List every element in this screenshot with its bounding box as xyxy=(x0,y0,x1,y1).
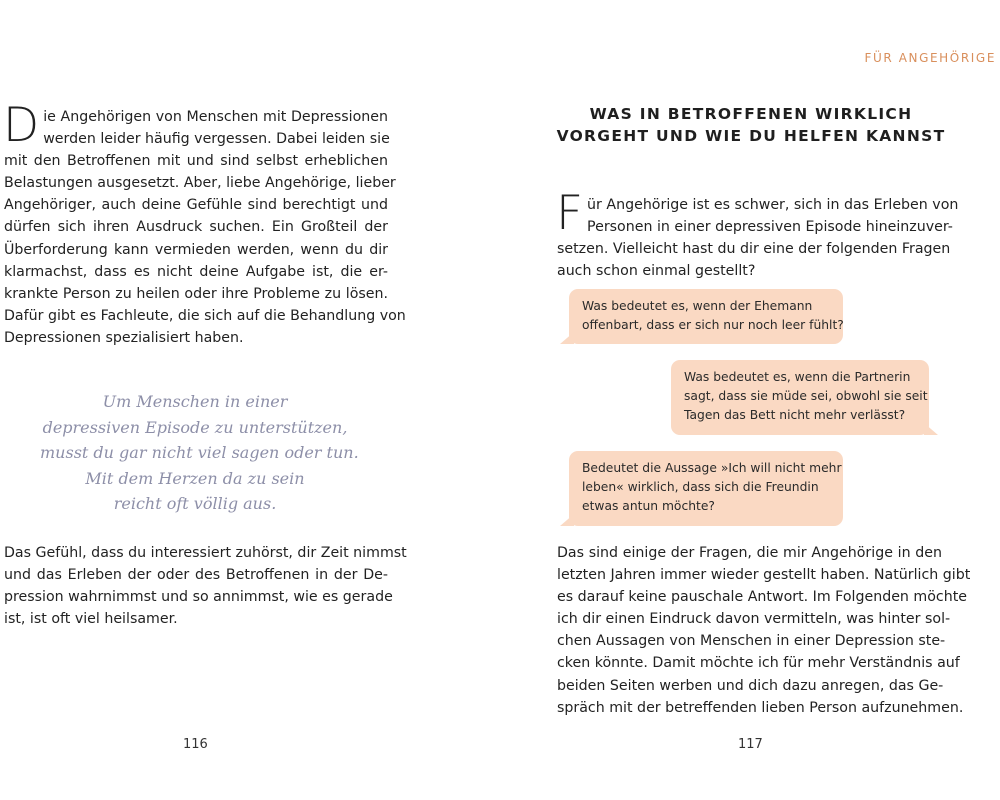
quote-line: reicht oft völlig aus. xyxy=(113,494,277,513)
text-line: pression wahrnimmst und so annimmst, wie es gerade xyxy=(4,589,393,606)
text-line: ist, ist oft viel heilsamer. xyxy=(4,611,178,628)
pull-quote xyxy=(40,389,359,517)
heading-line: VORGEHT UND WIE DU HELFEN KANNST xyxy=(556,127,946,145)
text-line: ür Angehörige ist es schwer, sich in das Erleben von xyxy=(587,197,959,213)
text-line: auch schon einmal gestellt? xyxy=(557,263,756,280)
text-line: ich dir einen Eindruck davon vermitteln, was hinter sol- xyxy=(557,611,951,628)
left-intro-paragraph xyxy=(3,98,406,349)
quote-line: musst du gar nicht viel sagen oder tun. xyxy=(40,443,359,462)
text-line: ie Angehörigen von Menschen mit Depressionen xyxy=(43,109,388,125)
text-line: werden leider häufig vergessen. Dabei leiden sie xyxy=(43,131,390,148)
text-line: setzen. Vielleicht hast du dir eine der folgenden Fragen xyxy=(557,241,951,258)
right-intro-paragraph xyxy=(556,186,959,282)
text-line: Personen in einer depressiven Episode hineinzuver- xyxy=(587,219,953,236)
dropcap-f: F xyxy=(556,186,584,241)
text-line: beiden Seiten werben und dich dazu anregen, das Ge- xyxy=(557,677,944,694)
bubble-line: Was bedeutet es, wenn die Partnerin xyxy=(684,370,911,384)
question-bubble xyxy=(569,451,843,526)
text-line: dürfen sich ihren Ausdruck suchen. Ein Großteil der xyxy=(4,219,388,236)
right-closing-paragraph xyxy=(557,542,971,719)
question-bubble xyxy=(569,289,843,344)
text-line: mit den Betroffenen mit und sind selbst erheblichen xyxy=(4,153,388,170)
quote-line: Mit dem Herzen da zu sein xyxy=(85,468,305,488)
text-line: und das Erleben der oder des Betroffenen in der De- xyxy=(4,567,388,584)
text-line: es darauf keine pauschale Antwort. Im Folgenden möchte xyxy=(557,589,968,606)
quote-line: Um Menschen in einer xyxy=(102,392,288,411)
text-line: cken könnte. Damit möchte ich für mehr Verständnis auf xyxy=(557,655,960,672)
text-line: Dafür gibt es Fachleute, die sich auf die Behandlung von xyxy=(4,307,406,324)
section-heading xyxy=(530,103,972,147)
bubble-line: offenbart, dass er sich nur noch leer fühlt? xyxy=(582,318,844,332)
bubble-line: Tagen das Bett nicht mehr verlässt? xyxy=(684,408,906,422)
page-number-right: 117 xyxy=(738,737,763,752)
text-line: klarmachst, dass es nicht deine Aufgabe ist, die er- xyxy=(4,263,388,280)
page-number-left: 116 xyxy=(183,737,208,752)
text-line: Angehöriger, auch deine Gefühle sind berechtigt und xyxy=(4,197,388,214)
heading-line: WAS IN BETROFFENEN WIRKLICH xyxy=(589,105,913,123)
text-line: krankte Person zu heilen oder ihre Probleme zu lösen. xyxy=(4,285,388,302)
quote-line: depressiven Episode zu unterstützen, xyxy=(42,417,348,437)
text-line: Das sind einige der Fragen, die mir Angehörige in den xyxy=(557,545,942,561)
bubble-line: sagt, dass sie müde sei, obwohl sie seit xyxy=(684,389,928,403)
bubble-line: Was bedeutet es, wenn der Ehemann xyxy=(582,299,813,313)
text-line: letzten Jahren immer wieder gestellt haben. Natürlich gibt xyxy=(557,567,971,584)
question-bubble xyxy=(671,360,929,435)
text-line: Belastungen ausgesetzt. Aber, liebe Angehörige, lieber xyxy=(4,175,396,192)
right-page xyxy=(500,0,1000,800)
text-line: Das Gefühl, dass du interessiert zuhörst, dir Zeit nimmst xyxy=(4,545,407,561)
dropcap-d: D xyxy=(3,98,40,153)
bubble-line: Bedeutet die Aussage »Ich will nicht mehr xyxy=(582,461,842,475)
left-closing-paragraph xyxy=(4,542,407,630)
bubble-line: leben« wirklich, dass sich die Freundin xyxy=(582,480,819,494)
running-head: FÜR ANGEHÖRIGE xyxy=(864,51,996,65)
text-line: Überforderung kann vermieden werden, wenn du dir xyxy=(4,241,388,258)
text-line: Depressionen spezialisiert haben. xyxy=(4,329,244,346)
text-line: chen Aussagen von Menschen in einer Depression ste- xyxy=(557,633,946,650)
bubble-line: etwas antun möchte? xyxy=(582,499,715,513)
text-line: spräch mit der betreffenden lieben Person aufzunehmen. xyxy=(557,699,964,716)
